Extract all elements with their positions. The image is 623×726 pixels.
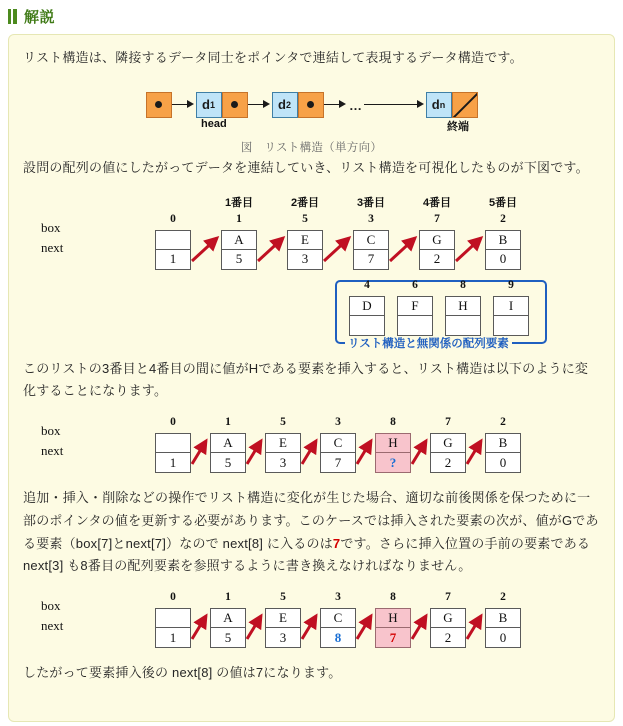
table-column — [155, 591, 191, 648]
box-cell: A — [221, 230, 257, 250]
column-ordinal-label: 5番目 — [488, 196, 518, 209]
link-arrow-icon — [248, 92, 272, 118]
next-cell — [430, 453, 466, 473]
column-index-label: 1 — [225, 591, 231, 603]
box-cell: D — [349, 296, 385, 316]
next-value: 3 — [279, 454, 287, 470]
column-index-label: 5 — [280, 591, 286, 603]
array-table-3 — [23, 588, 600, 650]
next-cell — [221, 250, 257, 270]
column-index-label: 9 — [508, 278, 514, 291]
table-column — [445, 278, 481, 336]
table-column — [353, 196, 389, 270]
column-index-label: 8 — [390, 591, 396, 603]
table-column — [155, 416, 191, 473]
next-cell — [493, 316, 529, 336]
unrelated-array-group — [23, 274, 600, 352]
box-cell: G — [430, 433, 466, 453]
next-cell — [375, 453, 411, 473]
paragraph-3: このリストの3番目と4番目の間に値がHである要素を挿入すると、リスト構造は以下のように変化することになります。 — [23, 360, 589, 399]
column-index-label: 1 — [225, 416, 231, 428]
next-value: 2 — [433, 251, 441, 266]
box-cell — [155, 230, 191, 250]
next-cell — [430, 628, 466, 648]
link-arrow-icon — [364, 92, 426, 118]
next-cell — [210, 628, 246, 648]
column-index-label: 8 — [460, 278, 466, 291]
highlight-value: 7 — [332, 535, 341, 551]
section-heading — [0, 0, 623, 28]
table-cells — [23, 190, 600, 270]
next-value: 7 — [367, 251, 375, 266]
pointer-arrow-icon — [301, 437, 320, 467]
column-index-label: 8 — [390, 416, 396, 428]
next-value: 5 — [224, 629, 232, 645]
node-subscript: 2 — [285, 99, 291, 110]
table-column — [485, 416, 521, 473]
table-cells — [23, 413, 600, 475]
head-label: head — [201, 117, 227, 130]
list-node-1 — [196, 92, 248, 118]
pointer-arrow-icon — [257, 234, 287, 264]
table-column — [265, 416, 301, 473]
pointer-arrow-icon — [356, 437, 375, 467]
node-label: d — [278, 97, 286, 113]
array-table-2 — [23, 413, 600, 475]
next-value: 3 — [301, 251, 309, 266]
table-column — [320, 591, 356, 648]
table-column — [210, 416, 246, 473]
pointer-arrow-icon — [191, 612, 210, 642]
box-cell: F — [397, 296, 433, 316]
column-index-label: 7 — [445, 591, 451, 603]
next-value: 3 — [279, 629, 287, 645]
column-index-label: 7 — [434, 212, 440, 225]
row-label-box: box — [41, 423, 61, 438]
next-value: 1 — [169, 629, 177, 645]
column-index-label: 4 — [364, 278, 370, 291]
box-cell: G — [430, 608, 466, 628]
column-index-label: 2 — [500, 416, 506, 428]
next-value: 5 — [235, 251, 243, 266]
box-cell: H — [445, 296, 481, 316]
terminator-cell — [452, 92, 478, 118]
next-cell — [375, 628, 411, 648]
next-value: 7 — [334, 454, 342, 470]
table-column — [419, 196, 455, 270]
next-value: 0 — [499, 454, 507, 470]
next-cell — [485, 250, 521, 270]
pointer-arrow-icon — [389, 234, 419, 264]
box-cell: I — [493, 296, 529, 316]
table-column — [375, 591, 411, 648]
column-index-label: 0 — [170, 591, 176, 603]
next-cell — [485, 628, 521, 648]
pointer-arrow-icon — [301, 612, 320, 642]
column-index-label: 7 — [445, 416, 451, 428]
table-column — [221, 196, 257, 270]
list-node-n — [426, 92, 478, 118]
next-cell — [320, 628, 356, 648]
page-title: 解説 — [24, 8, 56, 26]
linked-list-figure — [23, 84, 600, 155]
list-node-2 — [272, 92, 324, 118]
pointer-cell — [298, 92, 324, 118]
box-cell: B — [485, 230, 521, 250]
box-cell: B — [485, 608, 521, 628]
next-cell — [265, 628, 301, 648]
next-cell — [155, 250, 191, 270]
column-ordinal-label: 1番目 — [224, 196, 254, 209]
node-subscript: n — [439, 99, 446, 110]
next-cell — [265, 453, 301, 473]
data-cell — [272, 92, 298, 118]
box-cell: A — [210, 433, 246, 453]
next-value: 2 — [444, 629, 452, 645]
pointer-arrow-icon — [191, 234, 221, 264]
heading-bar-icon — [8, 9, 17, 24]
pointer-cell — [222, 92, 248, 118]
node-subscript: 1 — [209, 99, 215, 110]
table-column — [265, 591, 301, 648]
data-cell — [196, 92, 222, 118]
next-cell — [445, 316, 481, 336]
column-ordinal-label: 3番目 — [356, 196, 386, 209]
pointer-arrow-icon — [356, 612, 375, 642]
row-label-box: box — [41, 219, 61, 235]
column-ordinal-label: 4番目 — [422, 196, 452, 209]
next-cell — [155, 453, 191, 473]
table-column — [485, 196, 521, 270]
pointer-arrow-icon — [191, 437, 210, 467]
next-cell — [353, 250, 389, 270]
tail-label: 終端 — [447, 120, 469, 133]
row-label-box: box — [41, 598, 61, 613]
box-cell — [155, 608, 191, 628]
next-value: ? — [389, 454, 397, 470]
data-cell — [426, 92, 452, 118]
next-value: 5 — [224, 454, 232, 470]
box-cell: C — [320, 608, 356, 628]
box-cell: E — [265, 433, 301, 453]
pointer-arrow-icon — [411, 612, 430, 642]
row-label-next: next — [41, 443, 64, 458]
column-index-label: 2 — [500, 212, 506, 225]
paragraph-4 — [23, 487, 600, 578]
next-value: 0 — [499, 251, 507, 266]
box-cell: C — [353, 230, 389, 250]
box-cell: B — [485, 433, 521, 453]
linked-list-labels — [23, 118, 600, 133]
column-index-label: 3 — [335, 591, 341, 603]
paragraph-5: したがって要素挿入後の next[8] の値は7になります。 — [23, 665, 342, 680]
box-cell: E — [287, 230, 323, 250]
pointer-arrow-icon — [411, 437, 430, 467]
table-column — [430, 416, 466, 473]
table-column — [210, 591, 246, 648]
next-value: 7 — [389, 629, 397, 645]
pointer-arrow-icon — [323, 234, 353, 264]
next-cell — [485, 453, 521, 473]
pointer-arrow-icon — [466, 437, 485, 467]
column-index-label: 6 — [412, 278, 418, 291]
table-column — [375, 416, 411, 473]
pointer-arrow-icon — [246, 437, 265, 467]
row-label-next: next — [41, 618, 64, 633]
paragraph-1: リスト構造は、隣接するデータ同士をポインタで連結して表現するデータ構造です。 — [23, 50, 523, 65]
box-cell: E — [265, 608, 301, 628]
explanation-panel — [8, 34, 615, 722]
box-cell: G — [419, 230, 455, 250]
next-cell — [349, 316, 385, 336]
next-value: 1 — [169, 251, 177, 266]
array-table-1 — [23, 190, 600, 270]
box-cell: H — [375, 608, 411, 628]
link-arrow-icon — [172, 92, 196, 118]
table-column — [349, 278, 385, 336]
figure-caption: 図 リスト構造（単方向） — [240, 141, 383, 154]
column-index-label: 2 — [500, 591, 506, 603]
paragraph-4-text-a: 追加・挿入・削除などの操作でリスト構造に変化が生じた場合、適切な前後関係を保つために一部のポインタの値を更新する必要があります。このケースでは挿入された要素の次が、値がGである要素（box[7]とnext[7]）なので next[8] に入るのは — [23, 490, 599, 551]
table-cells — [23, 588, 600, 650]
pointer-arrow-icon — [246, 612, 265, 642]
ellipsis-label: … — [349, 97, 362, 113]
next-value: 1 — [169, 454, 177, 470]
box-cell: A — [210, 608, 246, 628]
row-label-next: next — [41, 239, 64, 255]
next-cell — [419, 250, 455, 270]
column-ordinal-label: 2番目 — [290, 196, 320, 209]
next-cell — [155, 628, 191, 648]
paragraph-2: 設問の配列の値にしたがってデータを連結していき、リスト構造を可視化したものが下図です。 — [23, 159, 589, 175]
pointer-dot-icon — [307, 101, 314, 108]
next-cell — [320, 453, 356, 473]
box-cell: H — [375, 433, 411, 453]
next-value: 2 — [444, 454, 452, 470]
table-column — [430, 591, 466, 648]
pointer-dot-icon — [155, 101, 162, 108]
table-column — [320, 416, 356, 473]
next-cell — [210, 453, 246, 473]
table-column — [155, 212, 191, 270]
pointer-arrow-icon — [455, 234, 485, 264]
column-index-label: 3 — [368, 212, 374, 225]
linked-list-nodes — [23, 84, 600, 118]
next-cell — [287, 250, 323, 270]
next-cell — [397, 316, 433, 336]
pointer-cell — [146, 92, 172, 118]
node-label: d — [431, 97, 440, 113]
next-value: 8 — [334, 629, 342, 645]
pointer-dot-icon — [231, 101, 238, 108]
column-index-label: 1 — [236, 212, 242, 225]
table-column — [397, 278, 433, 336]
head-node — [146, 92, 172, 118]
group-label: リスト構造と無関係の配列要素 — [345, 335, 512, 351]
column-index-label: 5 — [280, 416, 286, 428]
link-arrow-icon — [324, 92, 348, 118]
pointer-arrow-icon — [466, 612, 485, 642]
column-index-label: 0 — [170, 212, 176, 225]
table-column — [287, 196, 323, 270]
column-index-label: 3 — [335, 416, 341, 428]
box-cell: C — [320, 433, 356, 453]
next-value: 0 — [499, 629, 507, 645]
paragraph-4-text-b: です。さらに挿入位置の手前の要素である next[3] も8番目の配列要素を参照するように書き換えなければなりません。 — [23, 535, 591, 574]
box-cell — [155, 433, 191, 453]
column-index-label: 5 — [302, 212, 308, 225]
table-cells — [23, 274, 600, 352]
column-index-label: 0 — [170, 416, 176, 428]
table-column — [485, 591, 521, 648]
table-column — [493, 278, 529, 336]
node-label: d — [202, 97, 210, 113]
